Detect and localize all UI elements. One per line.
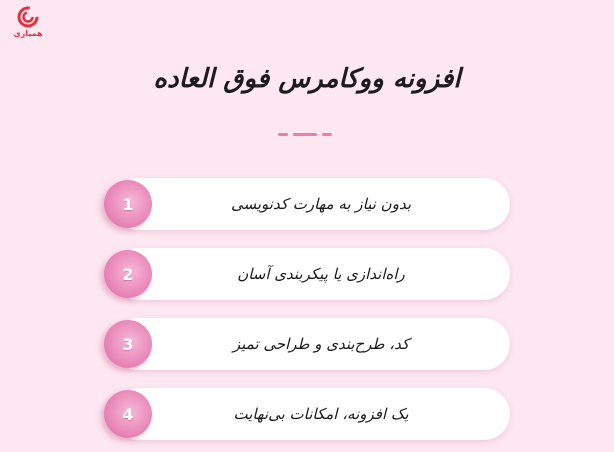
logo-swirl-icon: [17, 6, 39, 28]
feature-item: [112, 388, 510, 440]
divider-dash: [322, 133, 332, 136]
feature-item: [112, 318, 510, 370]
divider-dash: [278, 133, 288, 136]
feature-number: 1: [122, 194, 134, 214]
brand-logo[interactable]: [8, 6, 48, 46]
brand-name: همیاری: [13, 29, 43, 38]
feature-label: بدون نیاز به مهارت کدنویسی: [231, 195, 411, 213]
feature-number: 2: [122, 264, 134, 284]
page-title: افزونه ووکامرس فوق العاده: [153, 64, 461, 94]
divider-dash: [293, 133, 317, 136]
feature-number: 4: [122, 404, 134, 424]
feature-label: کد، طرح‌بندی و طراحی تمیز: [232, 335, 410, 353]
title-divider: [278, 133, 334, 136]
feature-number-badge: [104, 320, 152, 368]
feature-item: [112, 248, 510, 300]
feature-item: [112, 178, 510, 230]
feature-number: 3: [122, 334, 134, 354]
feature-number-badge: [104, 390, 152, 438]
feature-number-badge: [104, 180, 152, 228]
feature-label: راه‌اندازی یا پیکربندی آسان: [237, 265, 405, 283]
feature-label: یک افزونه، امکانات بی‌نهایت: [233, 405, 409, 423]
feature-number-badge: [104, 250, 152, 298]
